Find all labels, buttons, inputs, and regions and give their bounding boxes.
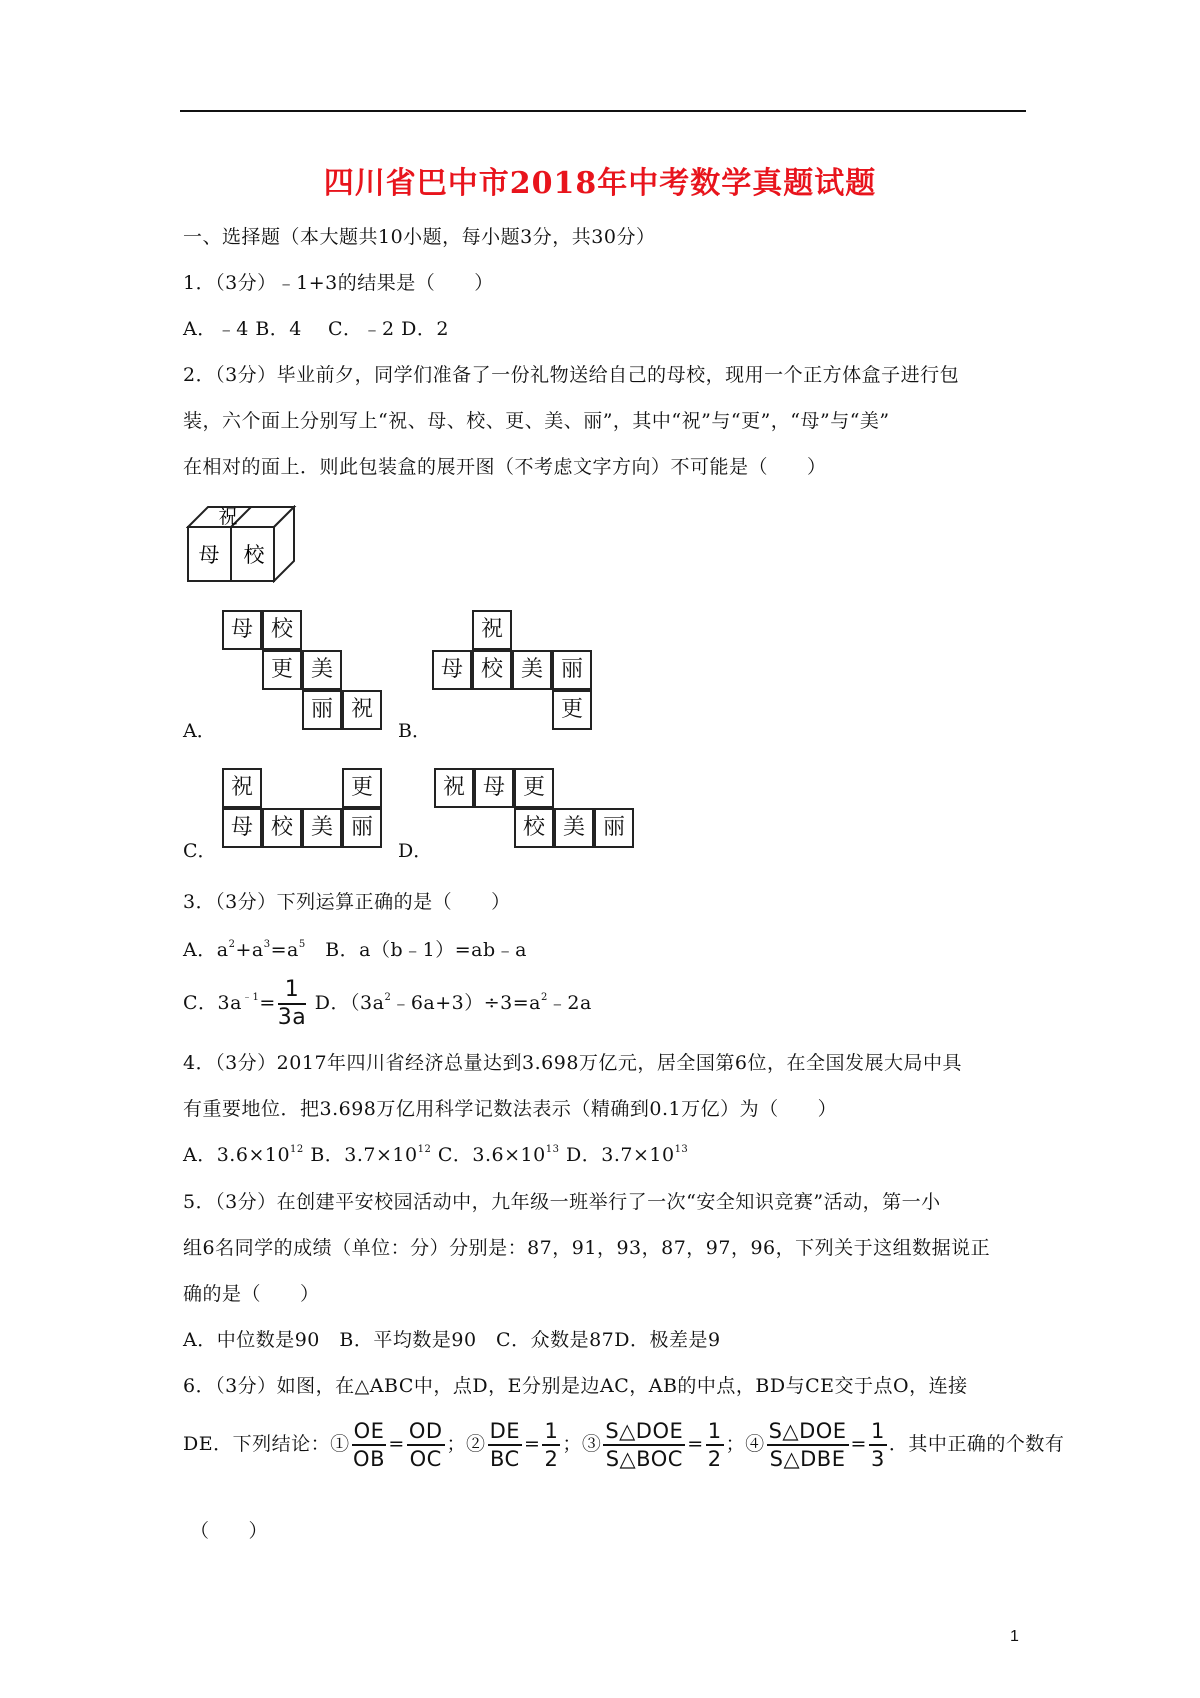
q6-eq: = bbox=[388, 1433, 405, 1455]
q6-line3: （ ） bbox=[190, 1520, 269, 1542]
net-c-cell: 更 bbox=[342, 768, 382, 808]
q3-a-text: A．a bbox=[183, 939, 229, 961]
q3-a-text: =a bbox=[270, 939, 299, 961]
net-b-cell: 更 bbox=[552, 690, 592, 730]
q4-a-exp: 12 bbox=[290, 1144, 304, 1155]
net-b-cell: 丽 bbox=[552, 650, 592, 690]
q6-fraction bbox=[488, 1418, 522, 1472]
q4-d: D．3.7×10 bbox=[559, 1144, 675, 1166]
q3-c-fraction bbox=[278, 977, 306, 1031]
net-d-cell: 更 bbox=[514, 768, 554, 808]
q5-line1: 5．（3分）在创建平安校园活动中，九年级一班举行了一次“安全知识竞赛”活动，第一小 bbox=[183, 1191, 941, 1213]
net-a-cell: 祝 bbox=[342, 690, 382, 730]
fraction-denominator: S△BOC bbox=[605, 1447, 683, 1471]
q6-text: ；② bbox=[446, 1433, 486, 1455]
q6-fraction bbox=[767, 1418, 849, 1472]
net-d-cell: 祝 bbox=[434, 768, 474, 808]
q6-line1: 6．（3分）如图，在△ABC中，点D，E分别是边AC，AB的中点，BD与CE交于点O，连接 bbox=[183, 1375, 968, 1397]
q3-c-text: C．3a bbox=[183, 992, 242, 1014]
fraction-numerator: OD bbox=[407, 1418, 445, 1446]
fraction-numerator: 1 bbox=[706, 1418, 724, 1446]
q4-line1: 4．（3分）2017年四川省经济总量达到3.698万亿元，居全国第6位，在全国发展大局中具 bbox=[183, 1052, 963, 1074]
cube-side-label: 校 bbox=[243, 543, 265, 567]
fraction-denominator: OB bbox=[353, 1447, 385, 1471]
fraction-numerator: 1 bbox=[542, 1418, 560, 1446]
net-a-label: A． bbox=[183, 720, 216, 742]
fraction-denominator: OC bbox=[409, 1447, 442, 1471]
q4-c: C．3.6×10 bbox=[431, 1144, 546, 1166]
q1-options: A．﹣4 B．4 C．﹣2 D．2 bbox=[183, 318, 449, 340]
q6-text: ；③ bbox=[562, 1433, 602, 1455]
net-d-label: D． bbox=[398, 840, 433, 862]
q3-a-text: +a bbox=[235, 939, 264, 961]
q6-eq: = bbox=[850, 1433, 867, 1455]
q6-fraction bbox=[407, 1418, 445, 1472]
q3-a-exp: 2 bbox=[228, 939, 236, 950]
net-d-cell: 美 bbox=[554, 808, 594, 848]
fraction-numerator: S△DOE bbox=[603, 1418, 685, 1446]
net-a-cell: 美 bbox=[302, 650, 342, 690]
net-a-cell: 丽 bbox=[302, 690, 342, 730]
q3-d-text: ﹣2a bbox=[547, 992, 592, 1014]
q6-text: ；④ bbox=[725, 1433, 765, 1455]
net-b-cell: 美 bbox=[512, 650, 552, 690]
net-c-cell: 校 bbox=[262, 808, 302, 848]
net-c-cell: 丽 bbox=[342, 808, 382, 848]
section-heading: 一、选择题（本大题共10小题，每小题3分，共30分） bbox=[183, 226, 656, 248]
q6-eq: = bbox=[524, 1433, 541, 1455]
q6-fraction bbox=[706, 1418, 724, 1472]
fraction-denominator: 2 bbox=[707, 1447, 722, 1471]
q3-options-ab bbox=[183, 935, 527, 962]
page-number: 1 bbox=[1010, 1628, 1019, 1645]
q4-a: A．3.6×10 bbox=[183, 1144, 291, 1166]
q3-b-text: B．a（b﹣1）=ab﹣a bbox=[305, 939, 527, 961]
net-a-cell: 母 bbox=[222, 610, 262, 650]
net-a-cell: 更 bbox=[262, 650, 302, 690]
q4-b: B．3.7×10 bbox=[303, 1144, 418, 1166]
q4-line2: 有重要地位．把3.698万亿用科学记数法表示（精确到0.1万亿）为（ ） bbox=[183, 1098, 838, 1120]
q2-line1: 2．（3分）毕业前夕，同学们准备了一份礼物送给自己的母校，现用一个正方体盒子进行包 bbox=[183, 364, 960, 386]
net-d-cell: 校 bbox=[514, 808, 554, 848]
q6-fraction bbox=[603, 1418, 685, 1472]
net-c-cell: 母 bbox=[222, 808, 262, 848]
net-c-label: C． bbox=[183, 840, 217, 862]
cube-front-label: 母 bbox=[198, 543, 220, 567]
net-c-cell: 美 bbox=[302, 808, 342, 848]
fraction-denominator: 2 bbox=[544, 1447, 559, 1471]
q5-line3: 确的是（ ） bbox=[183, 1283, 320, 1305]
q6-fraction bbox=[542, 1418, 560, 1472]
net-b-cell: 母 bbox=[432, 650, 472, 690]
q4-d-exp: 13 bbox=[674, 1144, 689, 1155]
q6-fraction bbox=[869, 1418, 887, 1472]
q6-eq: = bbox=[687, 1433, 704, 1455]
fraction-numerator: S△DOE bbox=[767, 1418, 849, 1446]
q6-text: ．其中正确的个数有 bbox=[888, 1433, 1065, 1455]
q3-d-text: D．（3a bbox=[308, 992, 385, 1014]
net-d-cell: 丽 bbox=[594, 808, 634, 848]
q4-c-exp: 13 bbox=[545, 1144, 560, 1155]
q3-c-exp: ﹣1 bbox=[241, 992, 260, 1003]
q5-options: A．中位数是90 B．平均数是90 C．众数是87D．极差是9 bbox=[183, 1329, 721, 1351]
q3-stem: 3．（3分）下列运算正确的是（ ） bbox=[183, 891, 511, 913]
q3-a-exp: 3 bbox=[263, 939, 271, 950]
q6-line2 bbox=[183, 1416, 1064, 1472]
net-b-cell: 校 bbox=[472, 650, 512, 690]
fraction-denominator: BC bbox=[489, 1447, 520, 1471]
q3-d-exp: 2 bbox=[541, 992, 548, 1003]
cube-top-label: 祝 bbox=[218, 506, 238, 528]
q3-c-eq: = bbox=[259, 992, 276, 1014]
fraction-denominator: S△DBE bbox=[769, 1447, 846, 1471]
net-c-cell: 祝 bbox=[222, 768, 262, 808]
page-title: 四川省巴中市2018年中考数学真题试题 bbox=[323, 166, 877, 201]
q2-line2: 装，六个面上分别写上“祝、母、校、更、美、丽”，其中“祝”与“更”，“母”与“美” bbox=[183, 410, 890, 432]
fraction-numerator: DE bbox=[488, 1418, 522, 1446]
q3-d-exp: 2 bbox=[384, 992, 392, 1003]
cube-figure bbox=[186, 505, 298, 583]
net-b-cell: 祝 bbox=[472, 610, 512, 650]
q4-options bbox=[183, 1140, 688, 1167]
header-rule bbox=[180, 110, 1026, 112]
net-a-cell: 校 bbox=[262, 610, 302, 650]
q2-line3: 在相对的面上．则此包装盒的展开图（不考虑文字方向）不可能是（ ） bbox=[183, 456, 827, 478]
fraction-denominator: 3a bbox=[277, 1005, 307, 1030]
net-b-label: B． bbox=[398, 720, 431, 742]
fraction-numerator: OE bbox=[352, 1418, 387, 1446]
q3-options-cd bbox=[183, 970, 592, 1031]
q1-stem: 1．（3分）﹣1+3的结果是（ ） bbox=[183, 272, 494, 294]
q4-b-exp: 12 bbox=[417, 1144, 432, 1155]
fraction-numerator: 1 bbox=[869, 1418, 887, 1446]
q6-text: DE．下列结论：① bbox=[183, 1433, 350, 1455]
q6-fraction bbox=[352, 1418, 387, 1472]
fraction-numerator: 1 bbox=[278, 977, 306, 1005]
q3-d-text: ﹣6a+3）÷3=a bbox=[391, 992, 542, 1014]
net-d-cell: 母 bbox=[474, 768, 514, 808]
fraction-denominator: 3 bbox=[870, 1447, 885, 1471]
q3-a-exp: 5 bbox=[298, 939, 306, 950]
q5-line2: 组6名同学的成绩（单位：分）分别是：87，91，93，87，97，96，下列关于这组数据说正 bbox=[183, 1237, 991, 1259]
